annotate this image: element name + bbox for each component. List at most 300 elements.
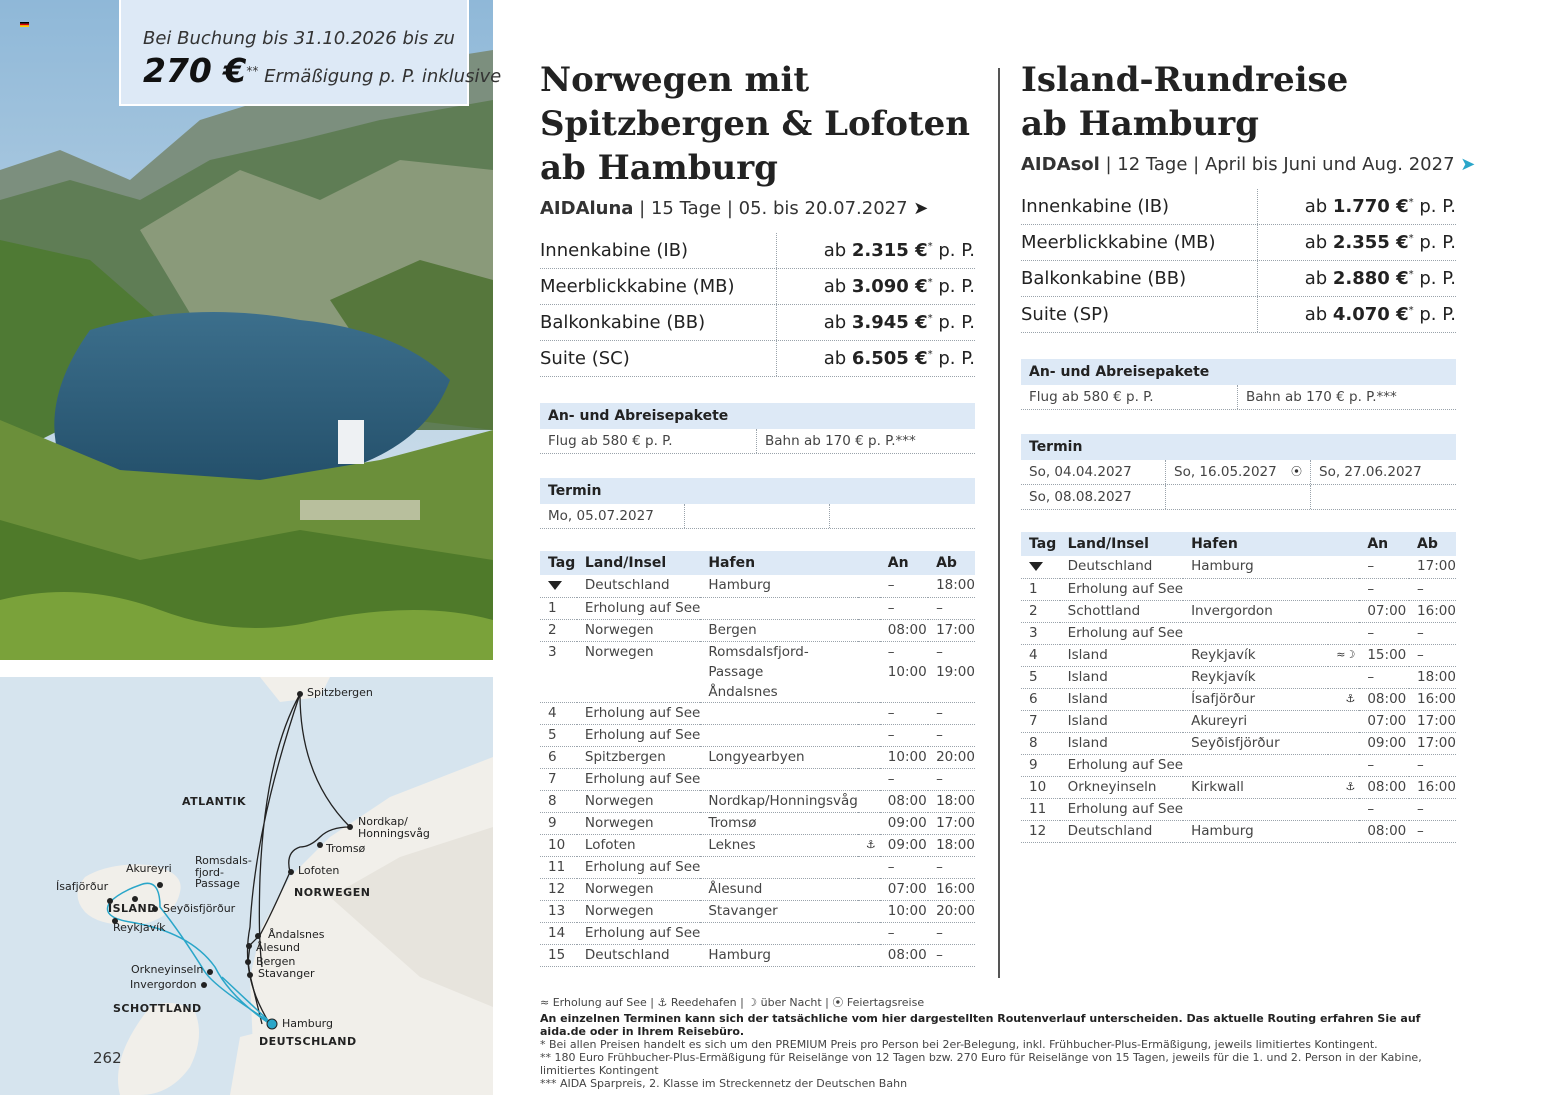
price-sup: * <box>927 313 933 324</box>
route-symbol-icon <box>858 768 880 790</box>
cabin-price <box>1258 268 1456 289</box>
cruise1-subline <box>540 198 975 219</box>
price-prefix: ab <box>823 348 852 369</box>
map-label-andalsnes: Åndalsnes <box>268 928 325 941</box>
route-departure: 17:00 <box>928 812 975 834</box>
route-day: 2 <box>1021 600 1060 622</box>
price-sup: * <box>1408 305 1414 316</box>
route-row <box>540 641 975 702</box>
cruise2-details: | 12 Tage | April bis Juni und Aug. 2027 <box>1099 154 1461 175</box>
route-port: Stavanger <box>700 900 857 922</box>
route-day: 11 <box>540 856 577 878</box>
package-train: Bahn ab 170 € p. P.*** <box>765 433 916 449</box>
route-arrival: 15:00 <box>1359 644 1409 666</box>
map-label-akureyri: Akureyri <box>126 862 172 875</box>
map-label-bergen: Bergen <box>256 955 296 968</box>
route-arrival: – <box>880 922 928 944</box>
price-prefix: ab <box>1304 232 1333 253</box>
route-country: Norwegen <box>577 790 700 812</box>
route-country: Island <box>1060 732 1183 754</box>
route-row <box>540 922 975 944</box>
route-day: 9 <box>540 812 577 834</box>
route-port: Ísafjörður <box>1183 688 1328 710</box>
route-symbol-icon <box>1328 710 1359 732</box>
route-symbol-icon <box>858 900 880 922</box>
route-country: Orkneyinseln <box>1060 776 1183 798</box>
route-day: 2 <box>540 619 577 641</box>
column-divider <box>998 68 1000 978</box>
route-port: Nordkap/Honningsvåg <box>700 790 857 812</box>
route-arrival: 07:00 <box>1359 600 1409 622</box>
route-arrival: – <box>880 575 928 597</box>
route-departure: 16:00 <box>1409 688 1456 710</box>
price-suffix: p. P. <box>932 348 975 369</box>
route-arrival: 10:00 <box>880 746 928 768</box>
route-departure: 18:00 <box>928 790 975 812</box>
price-sup: * <box>1408 197 1414 208</box>
price-suffix: p. P. <box>932 276 975 297</box>
route-day: 5 <box>1021 666 1060 688</box>
route-arrival: 10:00 <box>880 900 928 922</box>
route-day: 4 <box>540 702 577 724</box>
price-row <box>1021 225 1456 261</box>
route-day: 11 <box>1021 798 1060 820</box>
route-row <box>1021 644 1456 666</box>
route-departure: 17:00 <box>1409 732 1456 754</box>
route-row <box>1021 798 1456 820</box>
route-country: Norwegen <box>577 641 700 702</box>
route-port: Leknes <box>700 834 857 856</box>
route-departure: – <box>928 856 975 878</box>
departure-triangle-icon <box>548 581 562 590</box>
price-prefix: ab <box>1304 304 1333 325</box>
route-symbol-icon <box>858 812 880 834</box>
route-symbol-icon <box>1328 556 1359 578</box>
cruise2-termin-title: Termin <box>1021 434 1456 460</box>
route-country: Lofoten <box>577 834 700 856</box>
route-symbol-icon <box>858 856 880 878</box>
price-row <box>1021 189 1456 225</box>
price-sup: * <box>927 241 933 252</box>
map-label-reykjavik: Reykjavík <box>113 921 166 934</box>
route-departure: – <box>1409 820 1456 842</box>
route-symbol-icon <box>1328 798 1359 820</box>
route-symbol-icon <box>858 724 880 746</box>
route-symbol-icon <box>1328 666 1359 688</box>
route-row <box>1021 776 1456 798</box>
package-flight: Flug ab 580 € p. P. <box>1021 385 1238 409</box>
route-country: Deutschland <box>1060 820 1183 842</box>
price-row <box>540 305 975 341</box>
route-arrival: 08:00 <box>1359 688 1409 710</box>
route-row <box>540 619 975 641</box>
route-day: 3 <box>1021 622 1060 644</box>
promo-line2-rest: Ermäßigung p. P. inklusive <box>258 66 502 87</box>
route-symbol-icon: ⚓ <box>858 834 880 856</box>
cabin-type: Suite (SC) <box>540 341 777 376</box>
col-sym <box>858 551 880 575</box>
route-row <box>1021 688 1456 710</box>
price-sup: * <box>1408 233 1414 244</box>
route-row <box>540 746 975 768</box>
cabin-type: Suite (SP) <box>1021 297 1258 332</box>
cabin-type: Balkonkabine (BB) <box>540 305 777 340</box>
route-arrival: 09:00 <box>1359 732 1409 754</box>
cruise2-packages <box>1021 385 1456 410</box>
map-label-nordkap: Nordkap/ Honningsvåg <box>358 815 430 840</box>
package-flight: Flug ab 580 € p. P. <box>540 429 757 453</box>
cruise1-title-line: Norwegen mit <box>540 60 810 100</box>
cruise1-price-table <box>540 233 975 377</box>
col-land: Land/Insel <box>1060 532 1183 556</box>
route-country: Norwegen <box>577 812 700 834</box>
cruise1-details: | 15 Tage | 05. bis 20.07.2027 <box>633 198 914 219</box>
route-symbol-icon <box>858 922 880 944</box>
route-symbol-icon: ≈☽ <box>1328 644 1359 666</box>
route-departure: 17:00 <box>928 619 975 641</box>
route-departure: 18:00 <box>928 575 975 597</box>
route-day: 8 <box>1021 732 1060 754</box>
route-row <box>1021 666 1456 688</box>
route-departure: 20:00 <box>928 746 975 768</box>
route-country: Spitzbergen <box>577 746 700 768</box>
route-row <box>540 597 975 619</box>
cabin-type: Innenkabine (IB) <box>540 233 777 268</box>
route-port: Seyðisfjörður <box>1183 732 1328 754</box>
cruise1-ship: AIDAluna <box>540 198 634 219</box>
route-arrival: – <box>880 768 928 790</box>
cabin-price <box>777 276 975 297</box>
route-day: 13 <box>540 900 577 922</box>
termin-date <box>1311 485 1456 509</box>
holiday-icon: ⦿ <box>1291 465 1302 478</box>
route-port: Bergen <box>700 619 857 641</box>
route-symbol-icon <box>858 790 880 812</box>
route-arrival: – <box>880 724 928 746</box>
route-departure: – <box>928 724 975 746</box>
price-row <box>540 341 975 377</box>
route-arrival: – <box>1359 622 1409 644</box>
cruise2-route-table <box>1021 532 1456 843</box>
termin-date <box>685 504 830 528</box>
departure-marker <box>540 575 577 597</box>
route-country: Deutschland <box>577 944 700 966</box>
route-port <box>1183 754 1328 776</box>
route-country: Erholung auf See <box>1060 578 1183 600</box>
route-country: Island <box>1060 688 1183 710</box>
route-day: 10 <box>1021 776 1060 798</box>
route-symbol-icon <box>858 641 880 702</box>
cabin-type: Meerblickkabine (MB) <box>1021 225 1258 260</box>
route-day: 3 <box>540 641 577 702</box>
price-suffix: p. P. <box>1413 268 1456 289</box>
route-country: Erholung auf See <box>1060 622 1183 644</box>
cruise-island <box>1021 58 1475 843</box>
departure-triangle-icon <box>1029 562 1043 571</box>
map-label-alesund: Ålesund <box>256 941 301 954</box>
map-label-norwegen: NORWEGEN <box>294 886 371 899</box>
route-arrival: – <box>1359 798 1409 820</box>
route-row <box>540 834 975 856</box>
promo-box <box>119 0 502 106</box>
route-arrival: 08:00 <box>1359 820 1409 842</box>
price-row <box>1021 261 1456 297</box>
route-departure: – <box>1409 754 1456 776</box>
price-suffix: p. P. <box>1413 196 1456 217</box>
map-label-romsdalsfjord: Romsdals- fjord- Passage <box>195 854 252 891</box>
price-suffix: p. P. <box>932 312 975 333</box>
route-country: Erholung auf See <box>577 856 700 878</box>
termin-date-text: So, 16.05.2027 <box>1174 464 1277 480</box>
route-row <box>540 856 975 878</box>
col-ab: Ab <box>928 551 975 575</box>
cruise1-title <box>540 58 975 190</box>
cruise1-title-line: ab Hamburg <box>540 148 778 188</box>
route-row <box>540 768 975 790</box>
route-map <box>0 677 493 1095</box>
route-arrival: 09:00 <box>880 834 928 856</box>
route-arrival: 09:00 <box>880 812 928 834</box>
cruise2-title <box>1021 58 1475 146</box>
cabin-price <box>777 348 975 369</box>
route-day: 6 <box>1021 688 1060 710</box>
route-symbol-icon <box>858 878 880 900</box>
route-port: Kirkwall <box>1183 776 1328 798</box>
route-symbol-icon: ⚓ <box>1328 776 1359 798</box>
col-sym <box>1328 532 1359 556</box>
cruise1-title-line: Spitzbergen & Lofoten <box>540 104 971 144</box>
route-row <box>540 812 975 834</box>
route-arrival: 08:00 <box>880 619 928 641</box>
cabin-price <box>1258 304 1456 325</box>
route-day: 5 <box>540 724 577 746</box>
route-day: 1 <box>540 597 577 619</box>
route-row <box>1021 710 1456 732</box>
route-departure: – 19:00 <box>928 641 975 702</box>
route-departure: – <box>928 702 975 724</box>
footnote: * Bei allen Preisen handelt es sich um den PREMIUM Preis pro Person bei 2er-Belegung, inkl. Frühbucher-Plus-Ermäßigung, jeweils limitiertes Kontingent. <box>540 1038 1378 1051</box>
routing-disclaimer: An einzelnen Terminen kann sich der tatsächliche vom hier dargestellten Routenverlauf unterscheiden. Das aktuelle Routing erfahren Sie auf aida.de oder in Ihrem Reisebüro. <box>540 1012 1421 1038</box>
footnote: *** AIDA Sparpreis, 2. Klasse im Streckennetz der Deutschen Bahn <box>540 1077 908 1090</box>
termin-date: So, 04.04.2027 <box>1021 460 1166 484</box>
route-departure: – <box>1409 798 1456 820</box>
cruise2-title-line: ab Hamburg <box>1021 104 1259 144</box>
map-label-tromso: Tromsø <box>326 842 366 855</box>
price-amount: 2.355 € <box>1332 232 1409 253</box>
price-row <box>540 269 975 305</box>
route-departure: – <box>1409 622 1456 644</box>
route-country: Erholung auf See <box>577 597 700 619</box>
route-country: Schottland <box>1060 600 1183 622</box>
col-ab: Ab <box>1409 532 1456 556</box>
route-departure: 16:00 <box>928 878 975 900</box>
termin-date: Mo, 05.07.2027 <box>540 504 685 528</box>
route-port <box>700 768 857 790</box>
cruise2-ship: AIDAsol <box>1021 154 1100 175</box>
route-port: Hamburg <box>700 575 857 597</box>
route-country: Norwegen <box>577 619 700 641</box>
cruise2-packages-title: An- und Abreisepakete <box>1021 359 1456 385</box>
price-suffix: p. P. <box>932 240 975 261</box>
cabin-price <box>777 312 975 333</box>
route-departure: 17:00 <box>1409 710 1456 732</box>
route-departure: 20:00 <box>928 900 975 922</box>
cruise1-route-table <box>540 551 975 967</box>
cruise2-title-line: Island-Rundreise <box>1021 60 1349 100</box>
route-symbol-icon <box>1328 820 1359 842</box>
route-row <box>540 878 975 900</box>
arrow-icon[interactable]: ➤ <box>1460 154 1476 175</box>
route-port <box>700 702 857 724</box>
route-port: Longyearbyen <box>700 746 857 768</box>
route-departure: 16:00 <box>1409 600 1456 622</box>
route-country: Erholung auf See <box>577 922 700 944</box>
col-hafen: Hafen <box>700 551 857 575</box>
price-amount: 2.315 € <box>851 240 928 261</box>
route-arrival: – 10:00 <box>880 641 928 702</box>
col-hafen: Hafen <box>1183 532 1328 556</box>
route-port: Romsdalsfjord-Passage Åndalsnes <box>700 641 857 702</box>
price-prefix: ab <box>823 312 852 333</box>
route-day: 14 <box>540 922 577 944</box>
route-country: Erholung auf See <box>1060 754 1183 776</box>
col-an: An <box>1359 532 1409 556</box>
route-symbol-icon <box>858 944 880 966</box>
route-arrival: 07:00 <box>880 878 928 900</box>
route-row <box>540 724 975 746</box>
price-suffix: p. P. <box>1413 232 1456 253</box>
route-arrival: – <box>1359 666 1409 688</box>
route-row <box>540 702 975 724</box>
route-arrival: 08:00 <box>880 944 928 966</box>
route-row <box>1021 578 1456 600</box>
route-symbol-icon: ⚓ <box>1328 688 1359 710</box>
route-departure: – <box>1409 644 1456 666</box>
route-row <box>1021 754 1456 776</box>
route-departure: 18:00 <box>928 834 975 856</box>
flag-icon <box>20 22 29 27</box>
map-label-orkneyinseln: Orkneyinseln <box>131 963 204 976</box>
route-symbol-icon <box>858 702 880 724</box>
route-country: Erholung auf See <box>1060 798 1183 820</box>
route-departure: – <box>928 944 975 966</box>
route-country: Island <box>1060 710 1183 732</box>
route-departure: – <box>928 922 975 944</box>
footnote: ** 180 Euro Frühbucher-Plus-Ermäßigung für Reiselänge von 12 Tagen bzw. 270 Euro für Reiselänge von 15 Tagen, jeweils für die 1. und 2. Person in der Kabine, limitiertes Kontingent <box>540 1051 1422 1077</box>
route-port <box>700 922 857 944</box>
price-amount: 1.770 € <box>1332 196 1409 217</box>
cruise1-termine <box>540 504 975 529</box>
route-arrival: – <box>1359 754 1409 776</box>
col-tag: Tag <box>1021 532 1060 556</box>
promo-line2 <box>143 51 502 90</box>
route-port: Hamburg <box>700 944 857 966</box>
map-label-spitzbergen: Spitzbergen <box>307 686 373 699</box>
price-prefix: ab <box>823 276 852 297</box>
price-prefix: ab <box>823 240 852 261</box>
route-arrival: 08:00 <box>1359 776 1409 798</box>
cruise2-price-table <box>1021 189 1456 333</box>
route-symbol-icon <box>858 619 880 641</box>
price-amount: 3.090 € <box>851 276 928 297</box>
route-country: Deutschland <box>577 575 700 597</box>
arrow-icon[interactable]: ➤ <box>913 198 929 219</box>
cruise1-termin-title: Termin <box>540 478 975 504</box>
termin-date <box>1166 460 1311 484</box>
route-arrival: – <box>880 597 928 619</box>
route-row <box>540 900 975 922</box>
route-arrival: – <box>1359 578 1409 600</box>
route-departure: 18:00 <box>1409 666 1456 688</box>
price-sup: * <box>927 277 933 288</box>
promo-amount: 270 € <box>143 51 247 90</box>
route-symbol-icon <box>1328 732 1359 754</box>
price-amount: 2.880 € <box>1332 268 1409 289</box>
cabin-type: Innenkabine (IB) <box>1021 189 1258 224</box>
route-arrival: – <box>1359 556 1409 578</box>
route-symbol-icon <box>1328 754 1359 776</box>
departure-marker <box>1021 556 1060 578</box>
map-label-stavanger: Stavanger <box>258 967 315 980</box>
route-row <box>1021 622 1456 644</box>
route-port <box>1183 622 1328 644</box>
cabin-price <box>1258 232 1456 253</box>
route-row <box>1021 732 1456 754</box>
route-day: 9 <box>1021 754 1060 776</box>
route-day: 1 <box>1021 578 1060 600</box>
route-country: Norwegen <box>577 900 700 922</box>
route-symbol-icon <box>1328 578 1359 600</box>
cruise2-termine-row2 <box>1021 485 1456 510</box>
cruise1-packages <box>540 429 975 454</box>
route-row <box>1021 820 1456 842</box>
route-day: 12 <box>1021 820 1060 842</box>
map-label-invergordon: Invergordon <box>130 978 197 991</box>
price-suffix: p. P. <box>1413 304 1456 325</box>
col-tag: Tag <box>540 551 577 575</box>
route-departure: – <box>928 768 975 790</box>
cabin-type: Balkonkabine (BB) <box>1021 261 1258 296</box>
route-arrival: – <box>880 856 928 878</box>
route-day: 7 <box>1021 710 1060 732</box>
route-port <box>1183 578 1328 600</box>
map-label-hamburg: Hamburg <box>282 1017 333 1030</box>
route-day: 12 <box>540 878 577 900</box>
route-day: 4 <box>1021 644 1060 666</box>
route-port: Reykjavík <box>1183 644 1328 666</box>
termin-date <box>830 504 975 528</box>
route-symbol-icon <box>858 575 880 597</box>
route-row <box>540 790 975 812</box>
map-label-schottland: SCHOTTLAND <box>113 1002 202 1015</box>
col-land: Land/Insel <box>577 551 700 575</box>
cabin-type: Meerblickkabine (MB) <box>540 269 777 304</box>
price-prefix: ab <box>1304 268 1333 289</box>
termin-date: So, 27.06.2027 <box>1319 464 1422 480</box>
route-country: Island <box>1060 644 1183 666</box>
route-row <box>1021 556 1456 578</box>
route-port <box>700 856 857 878</box>
price-sup: * <box>927 349 933 360</box>
route-country: Erholung auf See <box>577 724 700 746</box>
map-label-seydisfjordur: Seyðisfjörður <box>163 902 236 915</box>
route-port: Hamburg <box>1183 556 1328 578</box>
package-train: Bahn ab 170 € p. P.*** <box>1246 389 1397 405</box>
route-departure: 17:00 <box>1409 556 1456 578</box>
price-amount: 6.505 € <box>851 348 928 369</box>
promo-line1: Bei Buchung bis 31.10.2026 bis zu <box>143 28 455 49</box>
map-label-island: ISLAND <box>108 902 157 915</box>
